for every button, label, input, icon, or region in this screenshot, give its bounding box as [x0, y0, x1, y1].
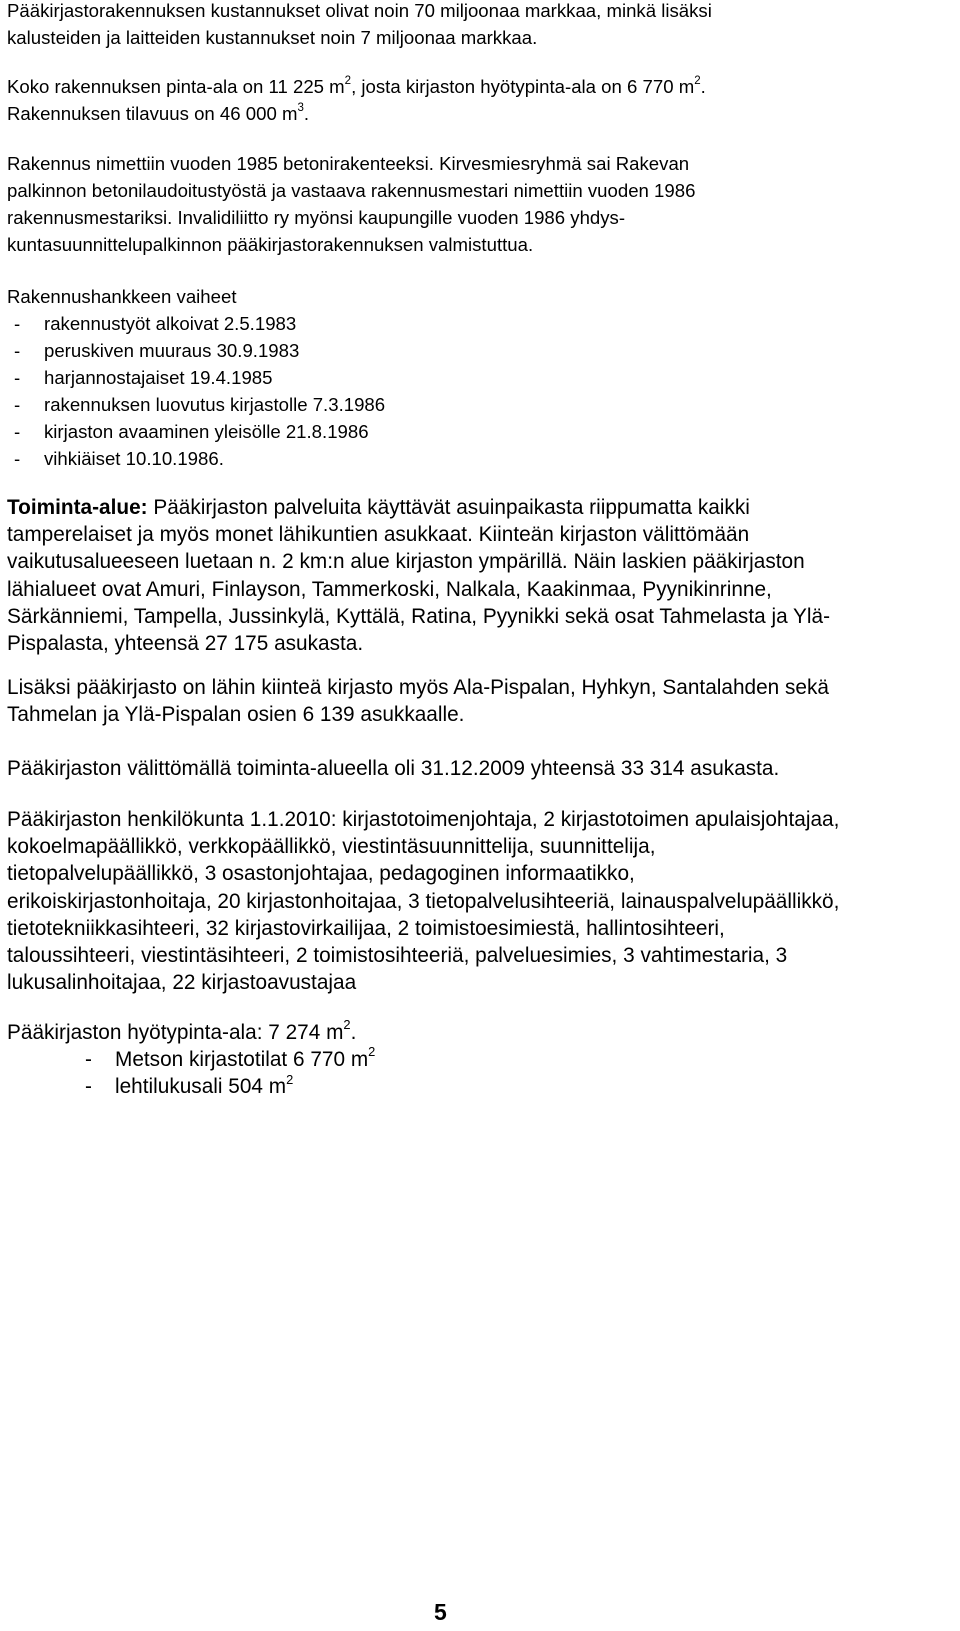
list-item-text: Metson kirjastotilat 6 770 m: [115, 1048, 369, 1072]
text-line: taloussihteeri, viestintäsihteeri, 2 toimistosihteeriä, palveluesimies, 3 vahtimestaria, 3: [7, 944, 788, 968]
area-exponent: 2: [694, 75, 701, 88]
text-line: erikoiskirjastonhoitaja, 20 kirjastonhoitajaa, 3 tietopalvelusihteeriä, lainauspalvelupäällikkö,: [7, 889, 840, 913]
text-line: lähialueet ovat Amuri, Finlayson, Tammerkoski, Nalkala, Kaakinmaa, Pyynikinrinne,: [7, 577, 772, 601]
text-line: Rakennus nimettiin vuoden 1985 betonirakenteeksi. Kirvesmiesryhmä sai Rakevan: [7, 153, 690, 174]
usable-area-text: Pääkirjaston hyötypinta-ala: 7 274 m: [7, 1021, 344, 1044]
list-item: [85, 1046, 955, 1073]
area-text: , josta kirjaston hyötypinta-ala on 6 770 m: [351, 76, 695, 97]
list-dash: -: [85, 1048, 92, 1072]
page-number: 5: [434, 1599, 447, 1625]
text-line: Lisäksi pääkirjasto on lähin kiinteä kirjasto myös Ala-Pispalan, Hyhkyn, Santalahden sekä: [7, 676, 829, 699]
text-line: Tahmelan ja Ylä-Pispalan osien 6 139 asukkaalle.: [7, 703, 465, 727]
text-line: rakennusmestariksi. Invalidiliitto ry myönsi kaupungille vuoden 1986 yhdys-: [7, 207, 626, 228]
text-line: lukusalinhoitajaa, 22 kirjastoavustajaa: [7, 971, 357, 995]
nearest-paragraph: [7, 674, 955, 728]
service-area-text: Pääkirjaston palveluita käyttävät asuinpaikasta riippumatta kaikki: [147, 496, 750, 519]
text-line: [7, 494, 955, 521]
text-line: vaikutusalueeseen luetaan n. 2 km:n alue kirjaston ympärillä. Näin laskien pääkirjaston: [7, 550, 805, 574]
area-text: .: [700, 76, 706, 97]
text-line: Pääkirjaston henkilökunta 1.1.2010: kirjastotoimenjohtaja, 2 kirjastotoimen apulaisjohtajaa,: [7, 808, 840, 831]
list-dash: -: [14, 367, 21, 388]
list-item: [14, 418, 955, 445]
list-item-text: kirjaston avaaminen yleisölle 21.8.1986: [44, 421, 369, 442]
area-paragraph: [7, 73, 955, 127]
phases-heading: Rakennushankkeen vaiheet: [7, 286, 237, 307]
volume-text: Rakennuksen tilavuus on 46 000 m: [7, 103, 298, 124]
text-line: tietotekniikkasihteeri, 32 kirjastovirkailijaa, 2 toimistoesimiestä, hallintosihteeri,: [7, 916, 725, 940]
phases-list: [14, 310, 955, 472]
area-line: [7, 73, 955, 100]
area-exponent: 2: [368, 1044, 376, 1060]
volume-exponent: 3: [297, 102, 304, 115]
usable-area-line: [7, 1019, 955, 1046]
cost-paragraph: [7, 0, 955, 51]
text-line: Pääkirjaston välittömällä toiminta-alueella oli 31.12.2009 yhteensä 33 314 asukasta.: [7, 757, 780, 780]
list-dash: -: [14, 421, 21, 442]
list-item: [14, 445, 955, 472]
list-item-text: vihkiäiset 10.10.1986.: [44, 448, 224, 469]
total-paragraph: [7, 755, 955, 782]
usable-area-list: [85, 1046, 955, 1100]
list-item: [14, 337, 955, 364]
text-line: Särkänniemi, Tampella, Jussinkylä, Kyttälä, Ratina, Pyynikki sekä osat Tahmelasta ja Ylä-: [7, 604, 831, 628]
text-line: tamperelaiset ja myös monet lähikuntien asukkaat. Kiinteän kirjaston välittömään: [7, 523, 750, 547]
list-item-text: peruskiven muuraus 30.9.1983: [44, 340, 300, 361]
usable-area-section: [7, 1019, 955, 1101]
area-exponent: 2: [344, 75, 352, 88]
staff-paragraph: [7, 806, 955, 996]
list-dash: -: [14, 313, 21, 334]
service-area-label: Toiminta-alue:: [7, 496, 148, 519]
text-line: Pääkirjastorakennuksen kustannukset olivat noin 70 miljoonaa markkaa, minkä lisäksi: [7, 0, 712, 21]
list-dash: -: [14, 448, 21, 469]
list-item: [14, 310, 955, 337]
text-line: Pispalasta, yhteensä 27 175 asukasta.: [7, 632, 364, 656]
list-item-text: rakennuksen luovutus kirjastolle 7.3.1986: [44, 394, 386, 415]
list-item: [85, 1073, 955, 1100]
list-dash: -: [14, 394, 21, 415]
volume-line: [7, 100, 955, 127]
list-item: [14, 391, 955, 418]
list-dash: -: [14, 340, 21, 361]
usable-area-text: .: [350, 1021, 357, 1044]
area-text: Koko rakennuksen pinta-ala on 11 225 m: [7, 76, 345, 97]
list-item-text: harjannostajaiset 19.4.1985: [44, 367, 273, 388]
area-exponent: 2: [286, 1071, 294, 1087]
text-line: palkinnon betonilaudoitustyöstä ja vastaava rakennusmestari nimettiin vuoden 1986: [7, 180, 696, 201]
list-dash: -: [85, 1075, 92, 1099]
service-area-paragraph: [7, 494, 955, 657]
phases-section: [7, 283, 955, 472]
list-item: [14, 364, 955, 391]
text-line: kokoelmapäällikkö, verkkopäällikkö, viestintäsuunnittelija, suunnittelija,: [7, 835, 656, 859]
text-line: tietopalvelupäällikkö, 3 osastonjohtajaa, pedagoginen informaatikko,: [7, 862, 635, 886]
text-line: kuntasuunnittelupalkinnon pääkirjastorakennuksen valmistuttua.: [7, 234, 534, 255]
area-exponent: 2: [343, 1017, 351, 1033]
list-item-text: lehtilukusali 504 m: [115, 1075, 287, 1099]
text-line: kalusteiden ja laitteiden kustannukset noin 7 miljoonaa markkaa.: [7, 27, 538, 48]
list-item-text: rakennustyöt alkoivat 2.5.1983: [44, 313, 297, 334]
volume-text: .: [303, 103, 310, 124]
award-paragraph: [7, 150, 955, 258]
